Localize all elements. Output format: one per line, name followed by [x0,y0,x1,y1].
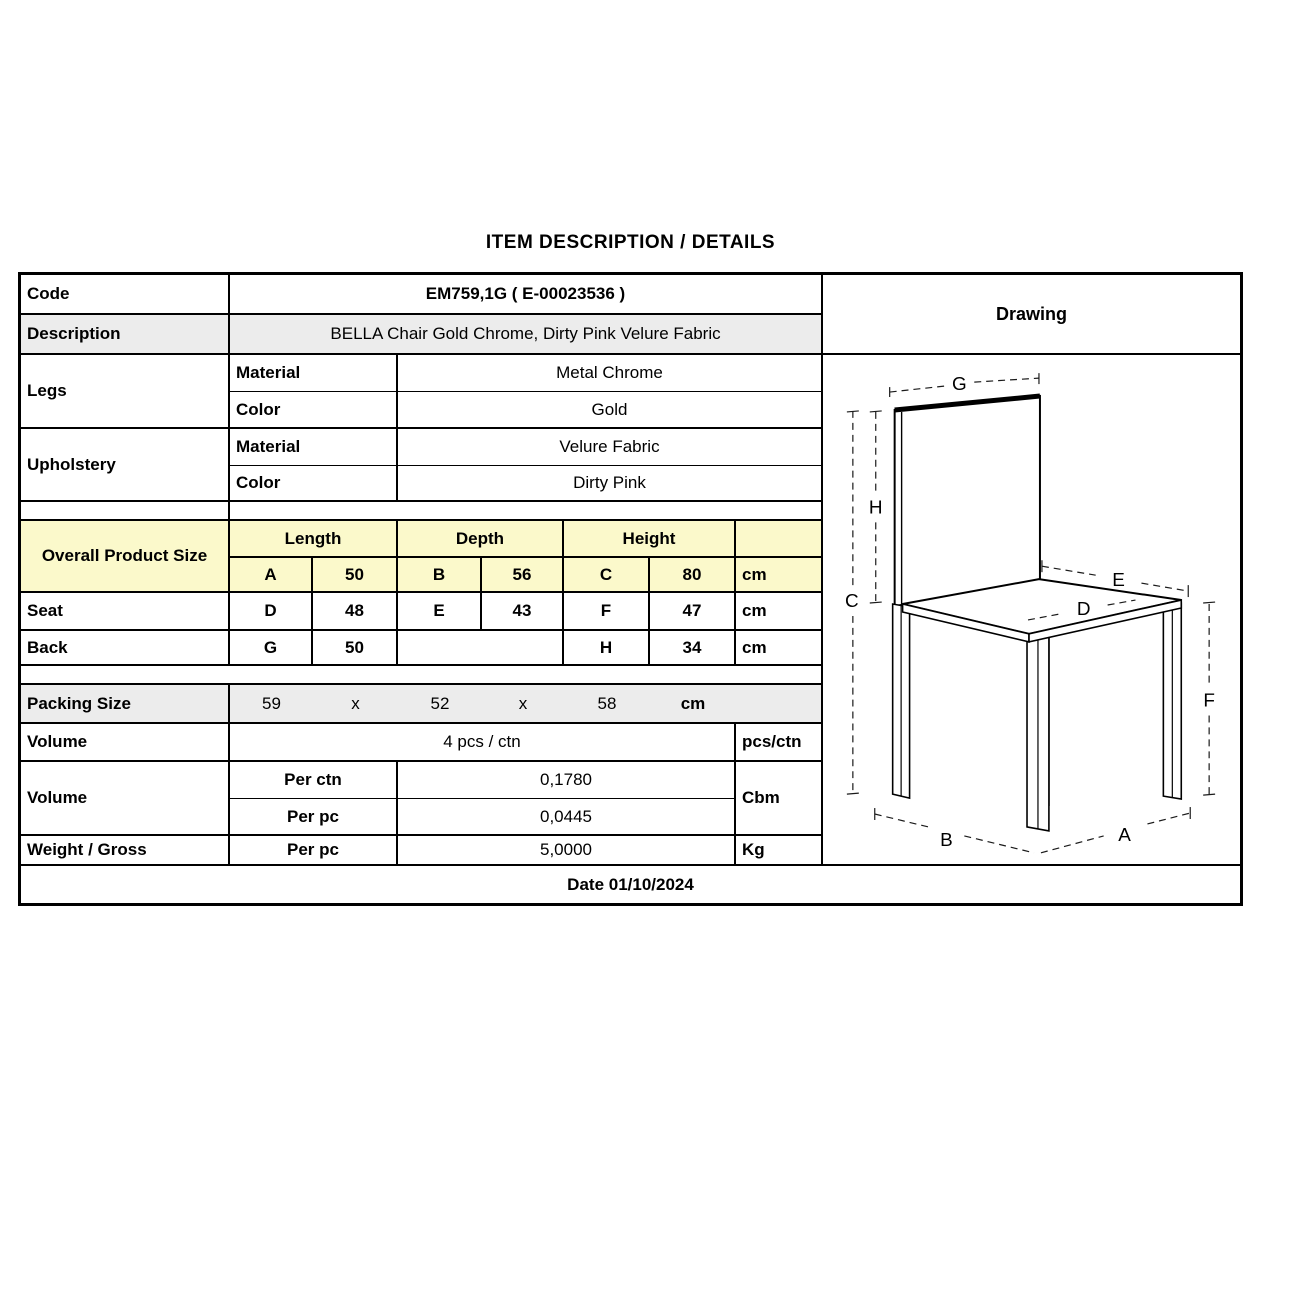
overall-unit: cm [736,558,823,593]
dim-line-b-right [964,836,1034,853]
header-depth: Depth [398,521,564,558]
seat-val-e: 43 [482,593,564,631]
seat-key-e: E [398,593,482,631]
volume-pcs-unit: pcs/ctn [736,724,823,762]
dim-line-a-left [1041,836,1104,853]
date-row: Date 01/10/2024 [567,874,694,894]
volume-per-pc-value: 0,0445 [398,799,736,836]
upholstery-material-value: Velure Fabric [398,429,823,466]
back-depth-empty [398,631,564,666]
weight-value: 5,0000 [398,836,736,866]
seat-key-f: F [564,593,650,631]
dim-label-b: B [940,829,953,851]
dim-line-b-left [875,814,929,827]
seat-label: Seat [21,593,230,631]
code-value: EM759,1G ( E-00023536 ) [230,275,823,315]
back-label: Back [21,631,230,666]
legs-label: Legs [21,355,230,429]
page-title: ITEM DESCRIPTION / DETAILS [485,232,776,253]
tick-c-bottom [847,793,859,794]
header-length: Length [230,521,398,558]
tick-c-top [847,411,859,412]
volume-pcs-label: Volume [21,724,230,762]
volume-per-ctn-label: Per ctn [230,762,398,799]
dim-line-a-right [1147,813,1190,824]
dim-label-f: F [1203,690,1215,712]
dim-line-e-right [1141,583,1188,591]
dim-label-d: D [1076,598,1091,620]
legs-material-value: Metal Chrome [398,355,823,392]
upholstery-color-value: Dirty Pink [398,466,823,502]
dim-label-g: G [951,374,967,396]
overall-key-a: A [230,558,313,593]
dim-label-a: A [1118,824,1131,846]
overall-size-label: Overall Product Size [21,521,230,593]
dim-line-g-right [974,378,1039,382]
upholstery-label: Upholstery [21,429,230,502]
code-label: Code [21,275,230,315]
volume-pcs-value: 4 pcs / ctn [230,724,736,762]
packing-label: Packing Size [21,685,230,724]
packing-x-1: x [351,693,360,713]
upholstery-color-label: Color [230,466,398,502]
upholstery-material-label: Material [230,429,398,466]
volume-per-pc-label: Per pc [230,799,398,836]
dim-line-e-left [1042,566,1096,575]
seat-val-d: 48 [313,593,398,631]
weight-unit: Kg [736,836,823,866]
header-height: Height [564,521,736,558]
packing-values [230,685,823,724]
back-val-g: 50 [313,631,398,666]
back-key-h: H [564,631,650,666]
weight-per-pc-label: Per pc [230,836,398,866]
tick-h-bottom [870,602,882,603]
legs-color-label: Color [230,392,398,429]
spacer-row-2 [21,666,823,685]
back-val-h: 34 [650,631,736,666]
description-value: BELLA Chair Gold Chrome, Dirty Pink Velure Fabric [230,315,823,355]
dim-line-g-left [890,386,945,392]
back-unit: cm [736,631,823,666]
volume-per-ctn-value: 0,1780 [398,762,736,799]
packing-dim-3: 58 [597,693,617,713]
spacer-row-left [21,502,230,521]
overall-val-a: 50 [313,558,398,593]
spacer-row-right [230,502,823,521]
dim-label-h: H [868,497,883,519]
volume-cbm-unit: Cbm [736,762,823,836]
packing-dim-2: 52 [430,693,450,713]
seat-val-f: 47 [650,593,736,631]
drawing-header: Drawing [823,275,1240,355]
legs-color-value: Gold [398,392,823,429]
tick-h-top [870,411,882,412]
overall-key-b: B [398,558,482,593]
packing-dim-1: 59 [262,693,281,713]
drawing-canvas [823,355,1240,866]
tick-f-bottom [1203,794,1215,795]
weight-label: Weight / Gross [21,836,230,866]
legs-material-label: Material [230,355,398,392]
chair-drawing [823,355,1238,864]
overall-val-b: 56 [482,558,564,593]
packing-x-2: x [518,693,528,713]
seat-unit: cm [736,593,823,631]
chair-backrest [895,396,1040,606]
tick-f-top [1203,602,1215,603]
description-label: Description [21,315,230,355]
header-unit-empty [736,521,823,558]
dim-label-e: E [1112,570,1125,592]
dim-label-c: C [845,591,859,613]
spec-table [18,272,1243,906]
volume-cbm-label: Volume [21,762,230,836]
overall-val-c: 80 [650,558,736,593]
back-key-g: G [230,631,313,666]
overall-key-c: C [564,558,650,593]
packing-unit: cm [680,693,706,713]
seat-key-d: D [230,593,313,631]
